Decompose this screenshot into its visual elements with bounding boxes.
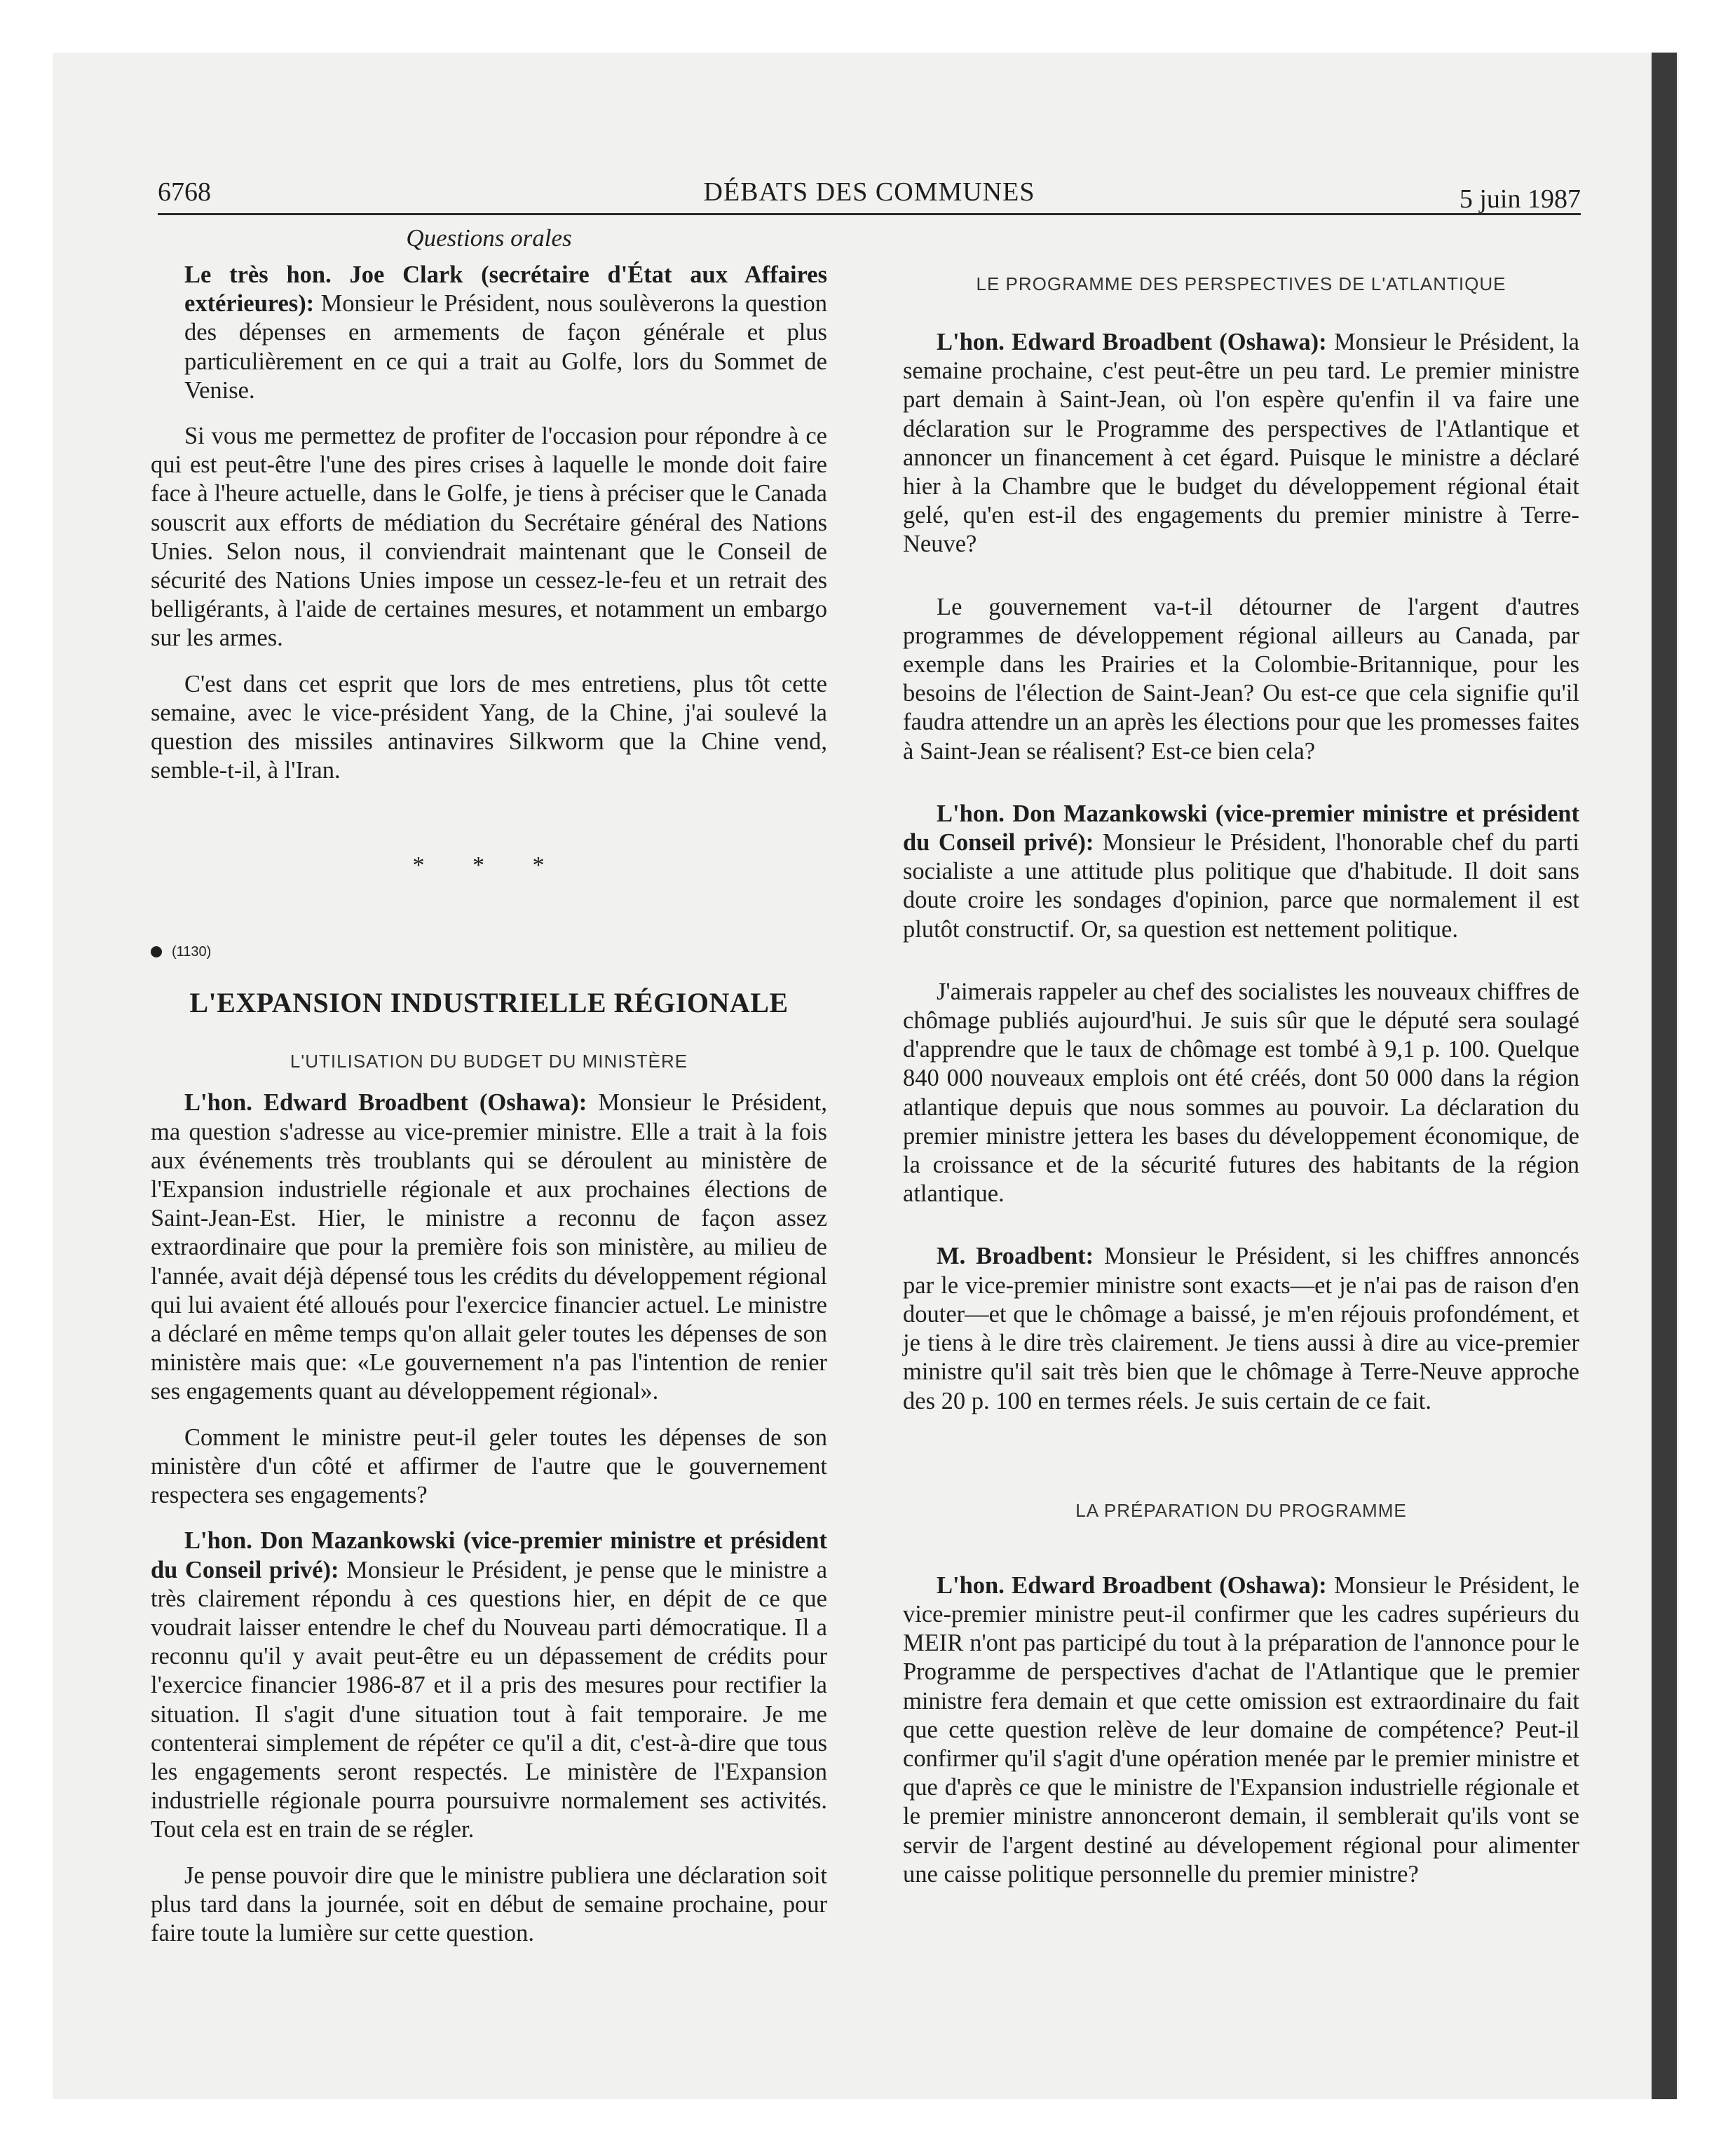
binding-edge [1652,53,1677,2099]
paragraph: J'aimerais rappeler au chef des socialistes les nouveaux chiffres de chômage publiés aujourd'hui. Je suis sûr que le député sera soulagé d'apprendre que le taux de chômage est tombé à 9,1 p. 100. Quelque 840 000 nouveaux emplois ont été créés, dont 50 000 dans la région atlantique depuis que nous sommes au pouvoir. La déclaration du premier ministre jettera les bases du développement économique, de la croissance et de la sécurité futures des habitants de la région atlantique. [903,978,1579,1208]
paragraph-text: Monsieur le Président, l'honorable chef du parti socialiste a une attitude plus politique que d'habitude. Il doit sans doute croire les sondages d'opinion, parce que normalement il est plutôt constructif. Or, sa question est nettement politique. [903,829,1580,943]
paragraph-text: Monsieur le Président, le vice-premier ministre peut-il confirmer que les cadres supérieurs du MEIR n'ont pas participé du tout à la préparation de l'annonce pour le Programme de perspectives d'achat de l'Atlantique que le premier ministre fera demain et que cette omission est extraordinaire du fait que cette question relève de leur domaine de compétence? Peut-il confirmer qu'il s'agit d'une opération menée par le premier ministre et que d'après ce que le ministre de l'Expansion industrielle régionale et le premier ministre annonceront demain, il semblerait qu'ils vont se servir de l'argent destiné au dévelopement régional pour alimenter une caisse politique personnelle du premier ministre? [903,1571,1579,1888]
speaker-name: L'hon. Edward Broadbent (Oshawa): [937,329,1327,355]
paragraph: C'est dans cet esprit que lors de mes entretiens, plus tôt cette semaine, avec le vice-président Yang, de la Chine, j'ai soulevé la question des missiles antinavires Silkworm que la Chine vend, semble-t-il, à l'Iran. [151,670,827,784]
speaker-name: L'hon. Don Mazankowski (vice-premier ministre et président du Conseil privé): [151,1527,827,1583]
paragraph-text: Monsieur le Président, ma question s'adresse au vice-premier ministre. Elle a trait à la fois aux événements très troublants qui se déroulent au ministère de l'Expansion industrielle régionale et aux prochaines élections de Saint-Jean-Est. Hier, le ministre a reconnu de façon assez extraordinaire que pour la première fois son ministère, au milieu de l'année, avait déjà dépensé tous les crédits du développement régional qui lui avaient été alloués pour l'exercice financier actuel. Le ministre a déclaré en même temps qu'on allait geler toutes les dépenses de son ministère mais que: «Le gouvernement n'a pas l'intention de renier ses engagements quant au développement régional». [151,1089,827,1405]
speaker-name: Le très hon. Joe Clark (secrétaire d'État aux Affaires extérieures): [184,261,827,318]
paragraph [903,800,1579,944]
paragraph: Je pense pouvoir dire que le ministre publiera une déclaration soit plus tard dans la journée, soit en début de semaine prochaine, pour faire toute la lumière sur cette question. [151,1862,827,1946]
speaker-name: L'hon. Don Mazankowski (vice-premier ministre et président du Conseil privé): [903,800,1579,857]
paragraph [903,328,1579,559]
publication-title: DÉBATS DES COMMUNES [703,177,1035,207]
left-column [151,223,827,1948]
paragraph: Si vous me permettez de profiter de l'occasion pour répondre à ce qui est peut-être l'une des pires crises à laquelle le monde doit faire face à l'heure actuelle, dans le Golfe, je tiens à préciser que le Canada souscrit aux efforts de médiation du Secrétaire général des Nations Unies. Selon nous, il conviendrait maintenant que le Conseil de sécurité des Nations Unies impose un cessez-le-feu et un retrait des belligérants, à l'aide de certaines mesures, et notamment un embargo sur les armes. [151,423,827,652]
paragraph [903,1242,1579,1415]
section-heading: L'EXPANSION INDUSTRIELLE RÉGIONALE [189,987,789,1019]
page-header [158,177,1581,215]
right-column [903,223,1579,1889]
time-marker [151,941,827,962]
bullet-icon [151,946,162,957]
paragraph [903,1571,1579,1889]
subheading: LA PRÉPARATION DU PROGRAMME [1075,1499,1407,1521]
speaker-name: L'hon. Edward Broadbent (Oshawa): [184,1089,587,1117]
section-title: Questions orales [406,224,572,252]
paragraph [151,1089,827,1406]
page-number: 6768 [158,177,211,207]
page-date: 5 juin 1987 [1459,184,1581,214]
subheading: L'UTILISATION DU BUDGET DU MINISTÈRE [290,1051,688,1072]
paragraph: Le gouvernement va-t-il détourner de l'argent d'autres programmes de développement régional ailleurs au Canada, par exemple dans les Prairies et la Colombie-Britannique, pour les besoins de l'élection de Saint-Jean? Ou est-ce que cela signifie qu'il faudra attendre un an après les élections pour que les promesses faites à Saint-Jean se réalisent? Est-ce bien cela? [903,593,1579,765]
speaker-name: L'hon. Edward Broadbent (Oshawa): [937,1571,1327,1599]
paragraph-text: Monsieur le Président, la semaine prochaine, c'est peut-être un peu tard. Le premier ministre part demain à Saint-Jean, où l'on espère qu'enfin il va faire une déclaration sur le Programme des perspectives de l'Atlantique et annoncer un financement à cet égard. Puisque le ministre a déclaré hier à la Chambre que le budget du développement régional était gelé, qu'en est-il des engagements du premier ministre à Terre-Neuve? [903,329,1579,558]
paragraph [151,261,827,405]
time-marker-text: (1130) [172,944,212,960]
paragraph: Comment le ministre peut-il geler toutes les dépenses de son ministère d'un côté et affirmer de l'autre que le gouvernement respectera ses engagements? [151,1424,827,1509]
paragraph-text: Monsieur le Président, nous soulèverons la question des dépenses en armements de façon générale et plus particulièrement en ce qui a trait au Golfe, lors du Sommet de Venise. [184,290,827,404]
paragraph-text: Monsieur le Président, je pense que le ministre a très clairement répondu à ces questions hier, en dépit de ce que voudrait laisser entendre le chef du Nouveau parti démocratique. Il a reconnu qu'il y avait peut-être eu un dépassement de crédits pour l'exercice financier 1986-87 et il a pris des mesures pour rectifier la situation. Il s'agit d'une situation tout à fait temporaire. Je me contenterai simplement de répéter ce qu'il a dit, c'est-à-dire que tous les engagements seront respectés. Le ministère de l'Expansion industrielle régionale pourra poursuivre normalement ses activités. Tout cela est en train de se régler. [151,1556,828,1843]
section-separator: * * * [412,852,566,879]
paragraph [151,1527,827,1844]
subheading: LE PROGRAMME DES PERSPECTIVES DE L'ATLANTIQUE [976,273,1506,294]
paragraph-text: Monsieur le Président, si les chiffres annoncés par le vice-premier ministre sont exacts—et je n'ai pas de raison d'en douter—et que le chômage a baissé, je m'en réjouis profondément, et je tiens à le dire très clairement. Je tiens aussi à dire au vice-premier ministre qu'il sait très bien que le chômage à Terre-Neuve approche des 20 p. 100 en termes réels. Je suis certain de ce fait. [903,1243,1579,1414]
speaker-name: M. Broadbent: [937,1243,1094,1270]
